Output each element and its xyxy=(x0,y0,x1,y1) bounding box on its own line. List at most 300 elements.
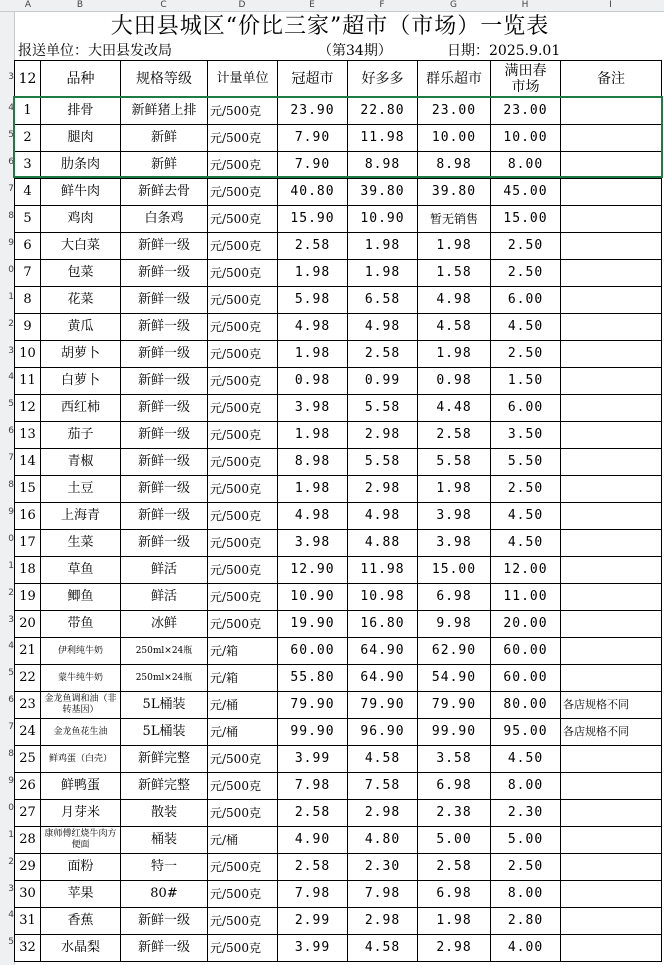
row-unit[interactable]: 元/桶 xyxy=(208,719,278,746)
column-header-h[interactable]: H xyxy=(521,0,529,10)
row-idx[interactable]: 2 xyxy=(15,125,41,152)
row-note[interactable] xyxy=(561,773,662,800)
price-store2[interactable]: 4.58 xyxy=(348,935,418,962)
price-store3[interactable]: 1.98 xyxy=(418,908,491,935)
row-note[interactable] xyxy=(561,314,662,341)
row-unit[interactable]: 元/桶 xyxy=(208,692,278,719)
row-unit[interactable]: 元/500克 xyxy=(208,935,278,962)
row-note[interactable] xyxy=(561,422,662,449)
price-store1[interactable]: 2.58 xyxy=(278,800,348,827)
price-store4[interactable]: 2.30 xyxy=(491,800,561,827)
row-name[interactable]: 金龙鱼调和油（非转基因） xyxy=(41,692,121,719)
price-store4[interactable]: 80.00 xyxy=(491,692,561,719)
price-store2[interactable]: 2.98 xyxy=(348,800,418,827)
row-header[interactable]: 4 xyxy=(8,641,14,652)
price-store4[interactable]: 5.00 xyxy=(491,827,561,854)
price-store3[interactable]: 4.48 xyxy=(418,395,491,422)
price-store3[interactable]: 1.98 xyxy=(418,233,491,260)
row-unit[interactable]: 元/500克 xyxy=(208,530,278,557)
price-store4[interactable]: 4.00 xyxy=(491,935,561,962)
row-header[interactable]: 0 xyxy=(8,264,14,275)
row-header[interactable]: 7 xyxy=(8,184,14,195)
price-store2[interactable]: 11.98 xyxy=(348,125,418,152)
row-note[interactable] xyxy=(561,665,662,692)
price-store3[interactable]: 2.58 xyxy=(418,422,491,449)
price-store2[interactable]: 1.98 xyxy=(348,233,418,260)
price-store3[interactable]: 9.98 xyxy=(418,611,491,638)
price-store2[interactable]: 4.80 xyxy=(348,827,418,854)
price-store3[interactable]: 4.58 xyxy=(418,314,491,341)
row-unit[interactable]: 元/500克 xyxy=(208,611,278,638)
price-store3[interactable]: 1.58 xyxy=(418,260,491,287)
row-header[interactable]: 3 xyxy=(8,614,14,625)
row-unit[interactable]: 元/500克 xyxy=(208,557,278,584)
row-header[interactable]: 8 xyxy=(8,480,14,491)
price-store1[interactable]: 19.90 xyxy=(278,611,348,638)
row-idx[interactable]: 19 xyxy=(15,584,41,611)
row-idx[interactable]: 9 xyxy=(15,314,41,341)
row-unit[interactable]: 元/箱 xyxy=(208,665,278,692)
row-unit[interactable]: 元/500克 xyxy=(208,179,278,206)
price-store3[interactable]: 2.98 xyxy=(418,935,491,962)
row-unit[interactable]: 元/500克 xyxy=(208,422,278,449)
price-store1[interactable]: 23.90 xyxy=(278,98,348,125)
row-idx[interactable]: 29 xyxy=(15,854,41,881)
row-header[interactable]: 9 xyxy=(8,775,14,786)
price-store2[interactable]: 8.98 xyxy=(348,152,418,179)
row-header[interactable]: 3 xyxy=(8,883,14,894)
row-name[interactable]: 香蕉 xyxy=(41,908,121,935)
row-unit[interactable]: 元/500克 xyxy=(208,125,278,152)
price-store1[interactable]: 3.98 xyxy=(278,395,348,422)
row-header[interactable]: 9 xyxy=(8,506,14,517)
price-store3[interactable]: 23.00 xyxy=(418,98,491,125)
price-store2[interactable]: 4.88 xyxy=(348,530,418,557)
price-store4[interactable]: 5.50 xyxy=(491,449,561,476)
price-store4[interactable]: 20.00 xyxy=(491,611,561,638)
row-idx[interactable]: 3 xyxy=(15,152,41,179)
price-store4[interactable]: 2.50 xyxy=(491,260,561,287)
price-store4[interactable]: 8.00 xyxy=(491,881,561,908)
row-header[interactable]: 5 xyxy=(8,399,14,410)
row-idx[interactable]: 26 xyxy=(15,773,41,800)
price-store1[interactable]: 8.98 xyxy=(278,449,348,476)
price-store1[interactable]: 12.90 xyxy=(278,557,348,584)
price-store3[interactable]: 3.98 xyxy=(418,503,491,530)
row-spec[interactable]: 新鲜完整 xyxy=(121,773,208,800)
price-store1[interactable]: 7.98 xyxy=(278,881,348,908)
row-header[interactable]: 8 xyxy=(8,749,14,760)
row-unit[interactable]: 元/500克 xyxy=(208,260,278,287)
price-store3[interactable]: 99.90 xyxy=(418,719,491,746)
price-store1[interactable]: 4.98 xyxy=(278,503,348,530)
row-name[interactable]: 草鱼 xyxy=(41,557,121,584)
row-idx[interactable]: 6 xyxy=(15,233,41,260)
row-header[interactable]: 6 xyxy=(8,426,14,437)
row-idx[interactable]: 10 xyxy=(15,341,41,368)
row-idx[interactable]: 24 xyxy=(15,719,41,746)
row-name[interactable]: 苹果 xyxy=(41,881,121,908)
row-name[interactable]: 上海青 xyxy=(41,503,121,530)
row-name[interactable]: 面粉 xyxy=(41,854,121,881)
row-header[interactable]: 2 xyxy=(8,856,14,867)
price-store3[interactable]: 10.00 xyxy=(418,125,491,152)
row-spec[interactable]: 250ml×24瓶 xyxy=(121,665,208,692)
row-name[interactable]: 蒙牛纯牛奶 xyxy=(41,665,121,692)
price-store2[interactable]: 2.98 xyxy=(348,908,418,935)
price-store2[interactable]: 7.58 xyxy=(348,773,418,800)
row-name[interactable]: 腿肉 xyxy=(41,125,121,152)
price-store4[interactable]: 4.50 xyxy=(491,530,561,557)
row-note[interactable] xyxy=(561,935,662,962)
header-name[interactable]: 品种 xyxy=(41,61,121,98)
price-store1[interactable]: 0.98 xyxy=(278,368,348,395)
row-note[interactable] xyxy=(561,260,662,287)
row-name[interactable]: 黄瓜 xyxy=(41,314,121,341)
price-store4[interactable]: 4.50 xyxy=(491,746,561,773)
price-store4[interactable]: 2.50 xyxy=(491,233,561,260)
row-note[interactable] xyxy=(561,503,662,530)
row-idx[interactable]: 30 xyxy=(15,881,41,908)
row-name[interactable]: 排骨 xyxy=(41,98,121,125)
row-spec[interactable]: 新鲜一级 xyxy=(121,395,208,422)
row-unit[interactable]: 元/500克 xyxy=(208,449,278,476)
column-header-a[interactable]: A xyxy=(24,0,32,10)
row-spec[interactable]: 新鲜 xyxy=(121,152,208,179)
price-store1[interactable]: 2.58 xyxy=(278,233,348,260)
row-name[interactable]: 鲫鱼 xyxy=(41,584,121,611)
price-store2[interactable]: 5.58 xyxy=(348,449,418,476)
price-store2[interactable]: 2.98 xyxy=(348,476,418,503)
price-store4[interactable]: 4.50 xyxy=(491,503,561,530)
price-store4[interactable]: 6.00 xyxy=(491,395,561,422)
row-idx[interactable]: 5 xyxy=(15,206,41,233)
price-store2[interactable]: 5.58 xyxy=(348,395,418,422)
price-store1[interactable]: 2.99 xyxy=(278,908,348,935)
price-store1[interactable]: 55.80 xyxy=(278,665,348,692)
row-idx[interactable]: 17 xyxy=(15,530,41,557)
row-idx[interactable]: 18 xyxy=(15,557,41,584)
price-store4[interactable]: 2.50 xyxy=(491,854,561,881)
row-name[interactable]: 鲜鸡蛋（白壳） xyxy=(41,746,121,773)
price-store4[interactable]: 45.00 xyxy=(491,179,561,206)
row-idx[interactable]: 27 xyxy=(15,800,41,827)
row-note[interactable] xyxy=(561,206,662,233)
price-store4[interactable]: 23.00 xyxy=(491,98,561,125)
row-note[interactable] xyxy=(561,881,662,908)
header-store3[interactable]: 群乐超市 xyxy=(418,61,491,98)
price-store4[interactable]: 2.50 xyxy=(491,341,561,368)
row-note[interactable] xyxy=(561,611,662,638)
price-store3[interactable]: 6.98 xyxy=(418,584,491,611)
row-unit[interactable]: 元/500克 xyxy=(208,908,278,935)
row-name[interactable]: 包菜 xyxy=(41,260,121,287)
price-store3[interactable]: 15.00 xyxy=(418,557,491,584)
row-unit[interactable]: 元/桶 xyxy=(208,827,278,854)
row-note[interactable] xyxy=(561,125,662,152)
column-header-f[interactable]: F xyxy=(379,0,385,10)
row-name[interactable]: 茄子 xyxy=(41,422,121,449)
row-idx[interactable]: 15 xyxy=(15,476,41,503)
row-spec[interactable]: 新鲜去骨 xyxy=(121,179,208,206)
row-note[interactable] xyxy=(561,854,662,881)
price-store4[interactable]: 60.00 xyxy=(491,638,561,665)
price-store3[interactable]: 2.58 xyxy=(418,854,491,881)
price-store2[interactable]: 22.80 xyxy=(348,98,418,125)
row-spec[interactable]: 新鲜一级 xyxy=(121,341,208,368)
price-store3[interactable]: 8.98 xyxy=(418,152,491,179)
row-header[interactable]: 1 xyxy=(8,829,14,840)
row-spec[interactable]: 5L桶装 xyxy=(121,719,208,746)
column-header-e[interactable]: E xyxy=(309,0,315,10)
price-store1[interactable]: 40.80 xyxy=(278,179,348,206)
price-store2[interactable]: 2.98 xyxy=(348,422,418,449)
row-header[interactable]: 6 xyxy=(8,695,14,706)
row-note[interactable] xyxy=(561,395,662,422)
price-store4[interactable]: 6.00 xyxy=(491,287,561,314)
row-name[interactable]: 大白菜 xyxy=(41,233,121,260)
row-name[interactable]: 胡萝卜 xyxy=(41,341,121,368)
row-name[interactable]: 水晶梨 xyxy=(41,935,121,962)
row-name[interactable]: 白萝卜 xyxy=(41,368,121,395)
row-spec[interactable]: 冰鲜 xyxy=(121,611,208,638)
row-header[interactable]: 5 xyxy=(8,668,14,679)
price-store2[interactable]: 6.58 xyxy=(348,287,418,314)
price-store1[interactable]: 3.99 xyxy=(278,935,348,962)
price-store3[interactable]: 6.98 xyxy=(418,773,491,800)
price-store1[interactable]: 60.00 xyxy=(278,638,348,665)
row-spec[interactable]: 新鲜完整 xyxy=(121,746,208,773)
price-store4[interactable]: 95.00 xyxy=(491,719,561,746)
row-header[interactable]: 2 xyxy=(8,587,14,598)
row-spec[interactable]: 新鲜一级 xyxy=(121,260,208,287)
price-store3[interactable]: 0.98 xyxy=(418,368,491,395)
row-unit[interactable]: 元/500克 xyxy=(208,98,278,125)
price-store2[interactable]: 11.98 xyxy=(348,557,418,584)
column-header-i[interactable]: I xyxy=(609,0,612,10)
row-spec[interactable]: 鲜活 xyxy=(121,584,208,611)
header-spec[interactable]: 规格等级 xyxy=(121,61,208,98)
row-idx[interactable]: 32 xyxy=(15,935,41,962)
row-unit[interactable]: 元/500克 xyxy=(208,287,278,314)
row-spec[interactable]: 白条鸡 xyxy=(121,206,208,233)
price-store4[interactable]: 10.00 xyxy=(491,125,561,152)
row-name[interactable]: 带鱼 xyxy=(41,611,121,638)
price-store3[interactable]: 1.98 xyxy=(418,341,491,368)
row-unit[interactable]: 元/箱 xyxy=(208,638,278,665)
row-name[interactable]: 生菜 xyxy=(41,530,121,557)
row-name[interactable]: 青椒 xyxy=(41,449,121,476)
price-store1[interactable]: 7.90 xyxy=(278,125,348,152)
row-spec[interactable]: 5L桶装 xyxy=(121,692,208,719)
row-spec[interactable]: 新鲜 xyxy=(121,125,208,152)
price-store1[interactable]: 5.98 xyxy=(278,287,348,314)
row-spec[interactable]: 250ml×24瓶 xyxy=(121,638,208,665)
row-header[interactable]: 3 xyxy=(8,345,14,356)
row-name[interactable]: 鸡肉 xyxy=(41,206,121,233)
row-spec[interactable]: 新鲜一级 xyxy=(121,935,208,962)
row-unit[interactable]: 元/500克 xyxy=(208,206,278,233)
price-store1[interactable]: 3.98 xyxy=(278,530,348,557)
price-store2[interactable]: 16.80 xyxy=(348,611,418,638)
row-unit[interactable]: 元/500克 xyxy=(208,233,278,260)
row-idx[interactable]: 4 xyxy=(15,179,41,206)
price-store1[interactable]: 1.98 xyxy=(278,260,348,287)
row-unit[interactable]: 元/500克 xyxy=(208,476,278,503)
row-idx[interactable]: 14 xyxy=(15,449,41,476)
row-spec[interactable]: 新鲜一级 xyxy=(121,368,208,395)
price-store3[interactable]: 54.90 xyxy=(418,665,491,692)
row-header[interactable]: 9 xyxy=(8,237,14,248)
row-header[interactable]: 4 xyxy=(8,103,14,114)
price-store4[interactable]: 60.00 xyxy=(491,665,561,692)
row-spec[interactable]: 散装 xyxy=(121,800,208,827)
price-store2[interactable]: 7.98 xyxy=(348,881,418,908)
row-note[interactable] xyxy=(561,449,662,476)
row-unit[interactable]: 元/500克 xyxy=(208,881,278,908)
row-note[interactable] xyxy=(561,746,662,773)
row-header[interactable]: 5 xyxy=(8,937,14,948)
row-idx[interactable]: 7 xyxy=(15,260,41,287)
price-store1[interactable]: 10.90 xyxy=(278,584,348,611)
row-note[interactable] xyxy=(561,800,662,827)
row-note[interactable] xyxy=(561,179,662,206)
price-store2[interactable]: 2.30 xyxy=(348,854,418,881)
row-idx[interactable]: 20 xyxy=(15,611,41,638)
row-spec[interactable]: 桶装 xyxy=(121,827,208,854)
price-store4[interactable]: 4.50 xyxy=(491,314,561,341)
row-header[interactable]: 7 xyxy=(8,722,14,733)
row-header[interactable]: 6 xyxy=(8,157,14,168)
price-store2[interactable]: 1.98 xyxy=(348,260,418,287)
row-idx[interactable]: 1 xyxy=(15,98,41,125)
row-unit[interactable]: 元/500克 xyxy=(208,854,278,881)
row-note[interactable] xyxy=(561,98,662,125)
row-spec[interactable]: 新鲜一级 xyxy=(121,314,208,341)
header-unit[interactable]: 计量单位 xyxy=(208,61,278,98)
price-store2[interactable]: 96.90 xyxy=(348,719,418,746)
row-name[interactable]: 肋条肉 xyxy=(41,152,121,179)
row-unit[interactable]: 元/500克 xyxy=(208,584,278,611)
row-spec[interactable]: 新鲜一级 xyxy=(121,503,208,530)
price-store4[interactable]: 3.50 xyxy=(491,422,561,449)
column-header-c[interactable]: C xyxy=(160,0,167,10)
row-idx[interactable]: 25 xyxy=(15,746,41,773)
row-note[interactable] xyxy=(561,341,662,368)
row-name[interactable]: 鲜鸭蛋 xyxy=(41,773,121,800)
row-spec[interactable]: 新鲜猪上排 xyxy=(121,98,208,125)
price-store1[interactable]: 1.98 xyxy=(278,476,348,503)
price-store3[interactable]: 39.80 xyxy=(418,179,491,206)
row-spec[interactable]: 鲜活 xyxy=(121,557,208,584)
row-spec[interactable]: 新鲜一级 xyxy=(121,287,208,314)
price-store3[interactable]: 5.00 xyxy=(418,827,491,854)
row-note[interactable]: 各店规格不同 xyxy=(561,719,662,746)
price-store3[interactable]: 2.38 xyxy=(418,800,491,827)
price-store1[interactable]: 1.98 xyxy=(278,341,348,368)
row-header[interactable]: 0 xyxy=(8,802,14,813)
price-store1[interactable]: 3.99 xyxy=(278,746,348,773)
price-store2[interactable]: 39.80 xyxy=(348,179,418,206)
row-unit[interactable]: 元/500克 xyxy=(208,341,278,368)
row-note[interactable] xyxy=(561,557,662,584)
header-idx[interactable]: 12 xyxy=(15,61,41,98)
price-store4[interactable]: 12.00 xyxy=(491,557,561,584)
row-name[interactable]: 康师傅红烧牛肉方便面 xyxy=(41,827,121,854)
price-store3[interactable]: 79.90 xyxy=(418,692,491,719)
price-store1[interactable]: 1.98 xyxy=(278,422,348,449)
row-idx[interactable]: 23 xyxy=(15,692,41,719)
price-store3[interactable]: 暂无销售 xyxy=(418,206,491,233)
header-note[interactable]: 备注 xyxy=(561,61,662,98)
price-store2[interactable]: 10.90 xyxy=(348,206,418,233)
price-store4[interactable]: 8.00 xyxy=(491,773,561,800)
row-note[interactable] xyxy=(561,638,662,665)
row-note[interactable] xyxy=(561,584,662,611)
price-store1[interactable]: 4.90 xyxy=(278,827,348,854)
row-note[interactable] xyxy=(561,908,662,935)
row-name[interactable]: 花菜 xyxy=(41,287,121,314)
row-header[interactable]: 4 xyxy=(8,372,14,383)
row-name[interactable]: 伊利纯牛奶 xyxy=(41,638,121,665)
row-spec[interactable]: 新鲜一级 xyxy=(121,530,208,557)
price-store3[interactable]: 3.98 xyxy=(418,530,491,557)
row-header[interactable]: 1 xyxy=(8,560,14,571)
row-note[interactable] xyxy=(561,368,662,395)
row-idx[interactable]: 16 xyxy=(15,503,41,530)
price-store4[interactable]: 1.50 xyxy=(491,368,561,395)
row-unit[interactable]: 元/500克 xyxy=(208,503,278,530)
row-note[interactable] xyxy=(561,476,662,503)
price-store4[interactable]: 2.80 xyxy=(491,908,561,935)
row-note[interactable] xyxy=(561,152,662,179)
price-store3[interactable]: 62.90 xyxy=(418,638,491,665)
row-idx[interactable]: 28 xyxy=(15,827,41,854)
row-spec[interactable]: 新鲜一级 xyxy=(121,908,208,935)
price-store2[interactable]: 4.98 xyxy=(348,503,418,530)
price-store2[interactable]: 79.90 xyxy=(348,692,418,719)
row-note[interactable] xyxy=(561,233,662,260)
row-name[interactable]: 鲜牛肉 xyxy=(41,179,121,206)
price-store1[interactable]: 2.58 xyxy=(278,854,348,881)
row-header[interactable]: 7 xyxy=(8,453,14,464)
price-store3[interactable]: 6.98 xyxy=(418,881,491,908)
price-store1[interactable]: 99.90 xyxy=(278,719,348,746)
price-store4[interactable]: 8.00 xyxy=(491,152,561,179)
row-idx[interactable]: 31 xyxy=(15,908,41,935)
price-store2[interactable]: 2.58 xyxy=(348,341,418,368)
row-header[interactable]: 8 xyxy=(8,211,14,222)
column-header-d[interactable]: D xyxy=(238,0,246,10)
price-store1[interactable]: 7.90 xyxy=(278,152,348,179)
row-name[interactable]: 土豆 xyxy=(41,476,121,503)
header-store1[interactable]: 冠超市 xyxy=(278,61,348,98)
price-store4[interactable]: 2.50 xyxy=(491,476,561,503)
row-unit[interactable]: 元/500克 xyxy=(208,773,278,800)
column-header-g[interactable]: G xyxy=(450,0,457,10)
price-store4[interactable]: 15.00 xyxy=(491,206,561,233)
price-store2[interactable]: 0.99 xyxy=(348,368,418,395)
row-idx[interactable]: 13 xyxy=(15,422,41,449)
row-idx[interactable]: 22 xyxy=(15,665,41,692)
row-unit[interactable]: 元/500克 xyxy=(208,746,278,773)
row-idx[interactable]: 12 xyxy=(15,395,41,422)
price-store4[interactable]: 11.00 xyxy=(491,584,561,611)
row-note[interactable] xyxy=(561,287,662,314)
row-header[interactable]: 2 xyxy=(8,318,14,329)
price-store3[interactable]: 1.98 xyxy=(418,476,491,503)
column-header-b[interactable]: B xyxy=(76,0,84,10)
